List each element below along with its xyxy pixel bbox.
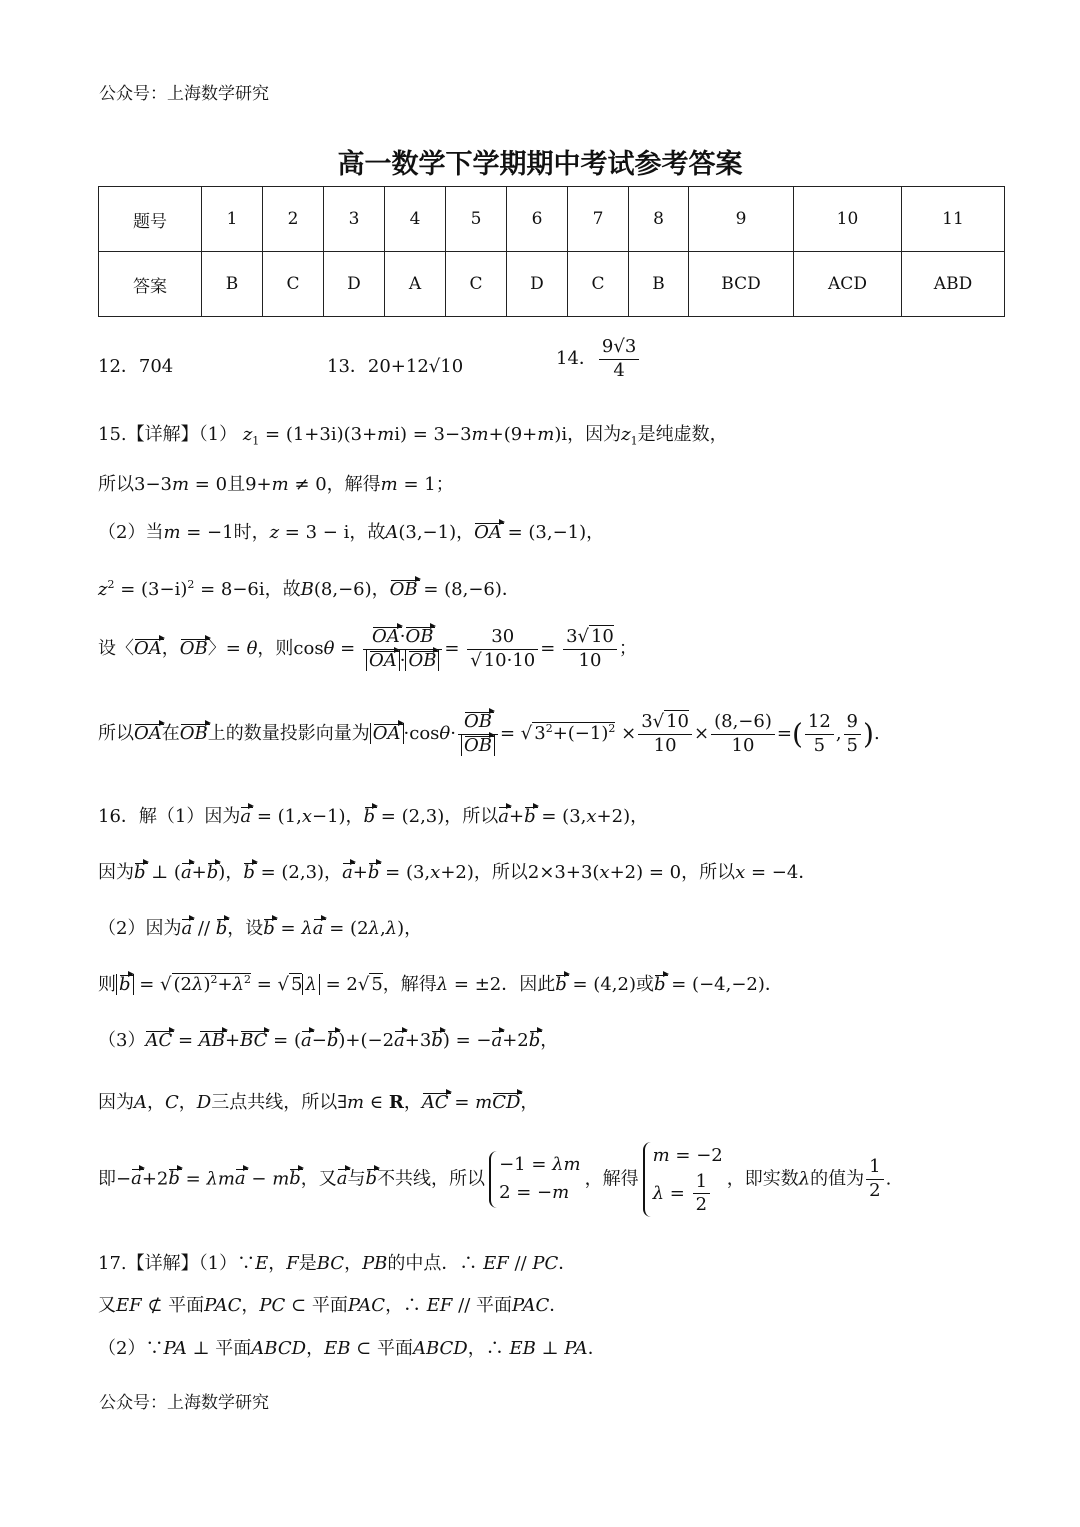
q14-denominator: 4 <box>613 359 625 381</box>
answer-cell: C <box>568 252 629 317</box>
q12-value: 704 <box>138 356 174 377</box>
question-cell: 9 <box>689 187 794 252</box>
question-cell: 3 <box>324 187 385 252</box>
q15-line-4: $z^2 = (3-i)^2 = 8-6i$，故B(8,−6)，OB = (8,−6)． <box>98 578 520 600</box>
question-cell: 10 <box>794 187 902 252</box>
answer-14 <box>556 336 641 382</box>
q15-line-5: 设〈OA，OB〉= θ，则cosθ = $\frac{OA\cdot OB}{OA \cdot OB}$ = $\frac{30}{√ 10\cdot 10}$ = $\frac{3√ 10}{10}$ ； <box>98 626 637 671</box>
q16-line-2: 因为b ⊥ (a+b)，b = (2,3)，a+b = (3,x+2)，所以2×3+3(x+2) = 0，所以x = −4． <box>98 862 817 883</box>
answer-cell: D <box>324 252 385 317</box>
question-cell: 6 <box>507 187 568 252</box>
answer-cell: D <box>507 252 568 317</box>
answer-cell: B <box>202 252 263 317</box>
q16-line-7: 即−a+2b = λma − mb，又a与b不共线，所以 −1 = λm 2 = −m ，解得 m = −2 λ = $\frac{1}{2}$ ，即实数λ的值为 $\frac{1}{2}$ . <box>98 1142 891 1217</box>
question-cell: 8 <box>629 187 689 252</box>
footer-source: 公众号：上海数学研究 <box>99 1393 269 1413</box>
answer-12 <box>98 352 173 378</box>
answer-cell: ACD <box>794 252 902 317</box>
answer-cell: A <box>385 252 446 317</box>
question-cell: 4 <box>385 187 446 252</box>
q15-line-1: 15.【详解】（1） $z_1 = (1+3i)(3+mi) = 3-3m+(9+m)i$，因为$z_1$是纯虚数， <box>98 424 728 448</box>
q14-label: 14． <box>556 348 597 369</box>
question-cell: 5 <box>446 187 507 252</box>
answer-cell: BCD <box>689 252 794 317</box>
q12-label: 12． <box>98 356 139 377</box>
q17-line-3: （2）∵PA ⊥ 平面ABCD，EB ⊂ 平面ABCD，∴ EB ⊥ PA． <box>98 1338 606 1359</box>
row-label-answer: 答案 <box>99 252 202 317</box>
q15-line-6: 所以OA在OB上的数量投影向量为 OA ·cosθ· $\frac{OB}{OB}$ = √ $3^2+(-1)^2$ × $\frac{3√ 10}{10}$ × $\frac{(8,-6)}{10}$ =( $\frac{12}{5}$ , $\frac{9}{5}$ ). <box>98 711 880 756</box>
question-cell: 7 <box>568 187 629 252</box>
q17-line-2: 又EF ⊄ 平面PAC，PC ⊂ 平面PAC，∴ EF // 平面PAC． <box>98 1295 568 1316</box>
row-label-question: 题号 <box>99 187 202 252</box>
answer-table <box>98 186 1005 317</box>
q16-line-5: （3）AC = AB+BC = (a−b)+(−2a+3b) = −a+2b， <box>98 1030 559 1051</box>
answer-cell: ABD <box>902 252 1005 317</box>
header-source: 公众号：上海数学研究 <box>99 84 269 104</box>
q16-label: 16．解（1）因为 <box>98 806 241 827</box>
q16-line-6: 因为A，C，D三点共线，所以∃m ∈ R，AC = mCD， <box>98 1092 539 1113</box>
q16-line-3: （2）因为a // b，设b = λa = (2λ,λ)， <box>98 918 423 939</box>
q16-line-4: 则 b = √ $(2\lambda)^2+\lambda^2$ = √ 5 λ = 2√ 5，解得λ = ±2．因此b = (4,2)或b = (−4,−2)． <box>98 973 783 995</box>
q14-numerator: 9√3 <box>599 336 639 360</box>
question-cell: 2 <box>263 187 324 252</box>
q13-label: 13． <box>327 356 368 377</box>
q15-label: 15.【详解】（1） <box>98 424 238 445</box>
q17-line-1: 17.【详解】（1）∵E，F是BC，PB的中点．∴ EF // PC． <box>98 1253 577 1274</box>
answer-cell: B <box>629 252 689 317</box>
question-cell: 1 <box>202 187 263 252</box>
page-title: 高一数学下学期期中考试参考答案 <box>337 149 743 180</box>
q13-value: 20+12√10 <box>367 356 464 377</box>
q16-line-1: 16．解（1）因为a = (1,x−1)，b = (2,3)，所以a+b = (3,x+2)， <box>98 806 649 827</box>
question-cell: 11 <box>902 187 1005 252</box>
answer-cell: C <box>263 252 324 317</box>
answer-cell: C <box>446 252 507 317</box>
answer-13 <box>327 352 463 378</box>
q15-line-3: （2）当m = −1时，z = 3 − i，故A(3,−1)，OA = (3,−1)， <box>98 522 605 543</box>
q17-label: 17.【详解】（1） <box>98 1253 238 1274</box>
table-row-questions <box>99 187 1005 252</box>
q15-line-2: 所以3−3m = 0且9+m ≠ 0，解得m = 1； <box>98 474 454 495</box>
table-row-answers <box>99 252 1005 317</box>
